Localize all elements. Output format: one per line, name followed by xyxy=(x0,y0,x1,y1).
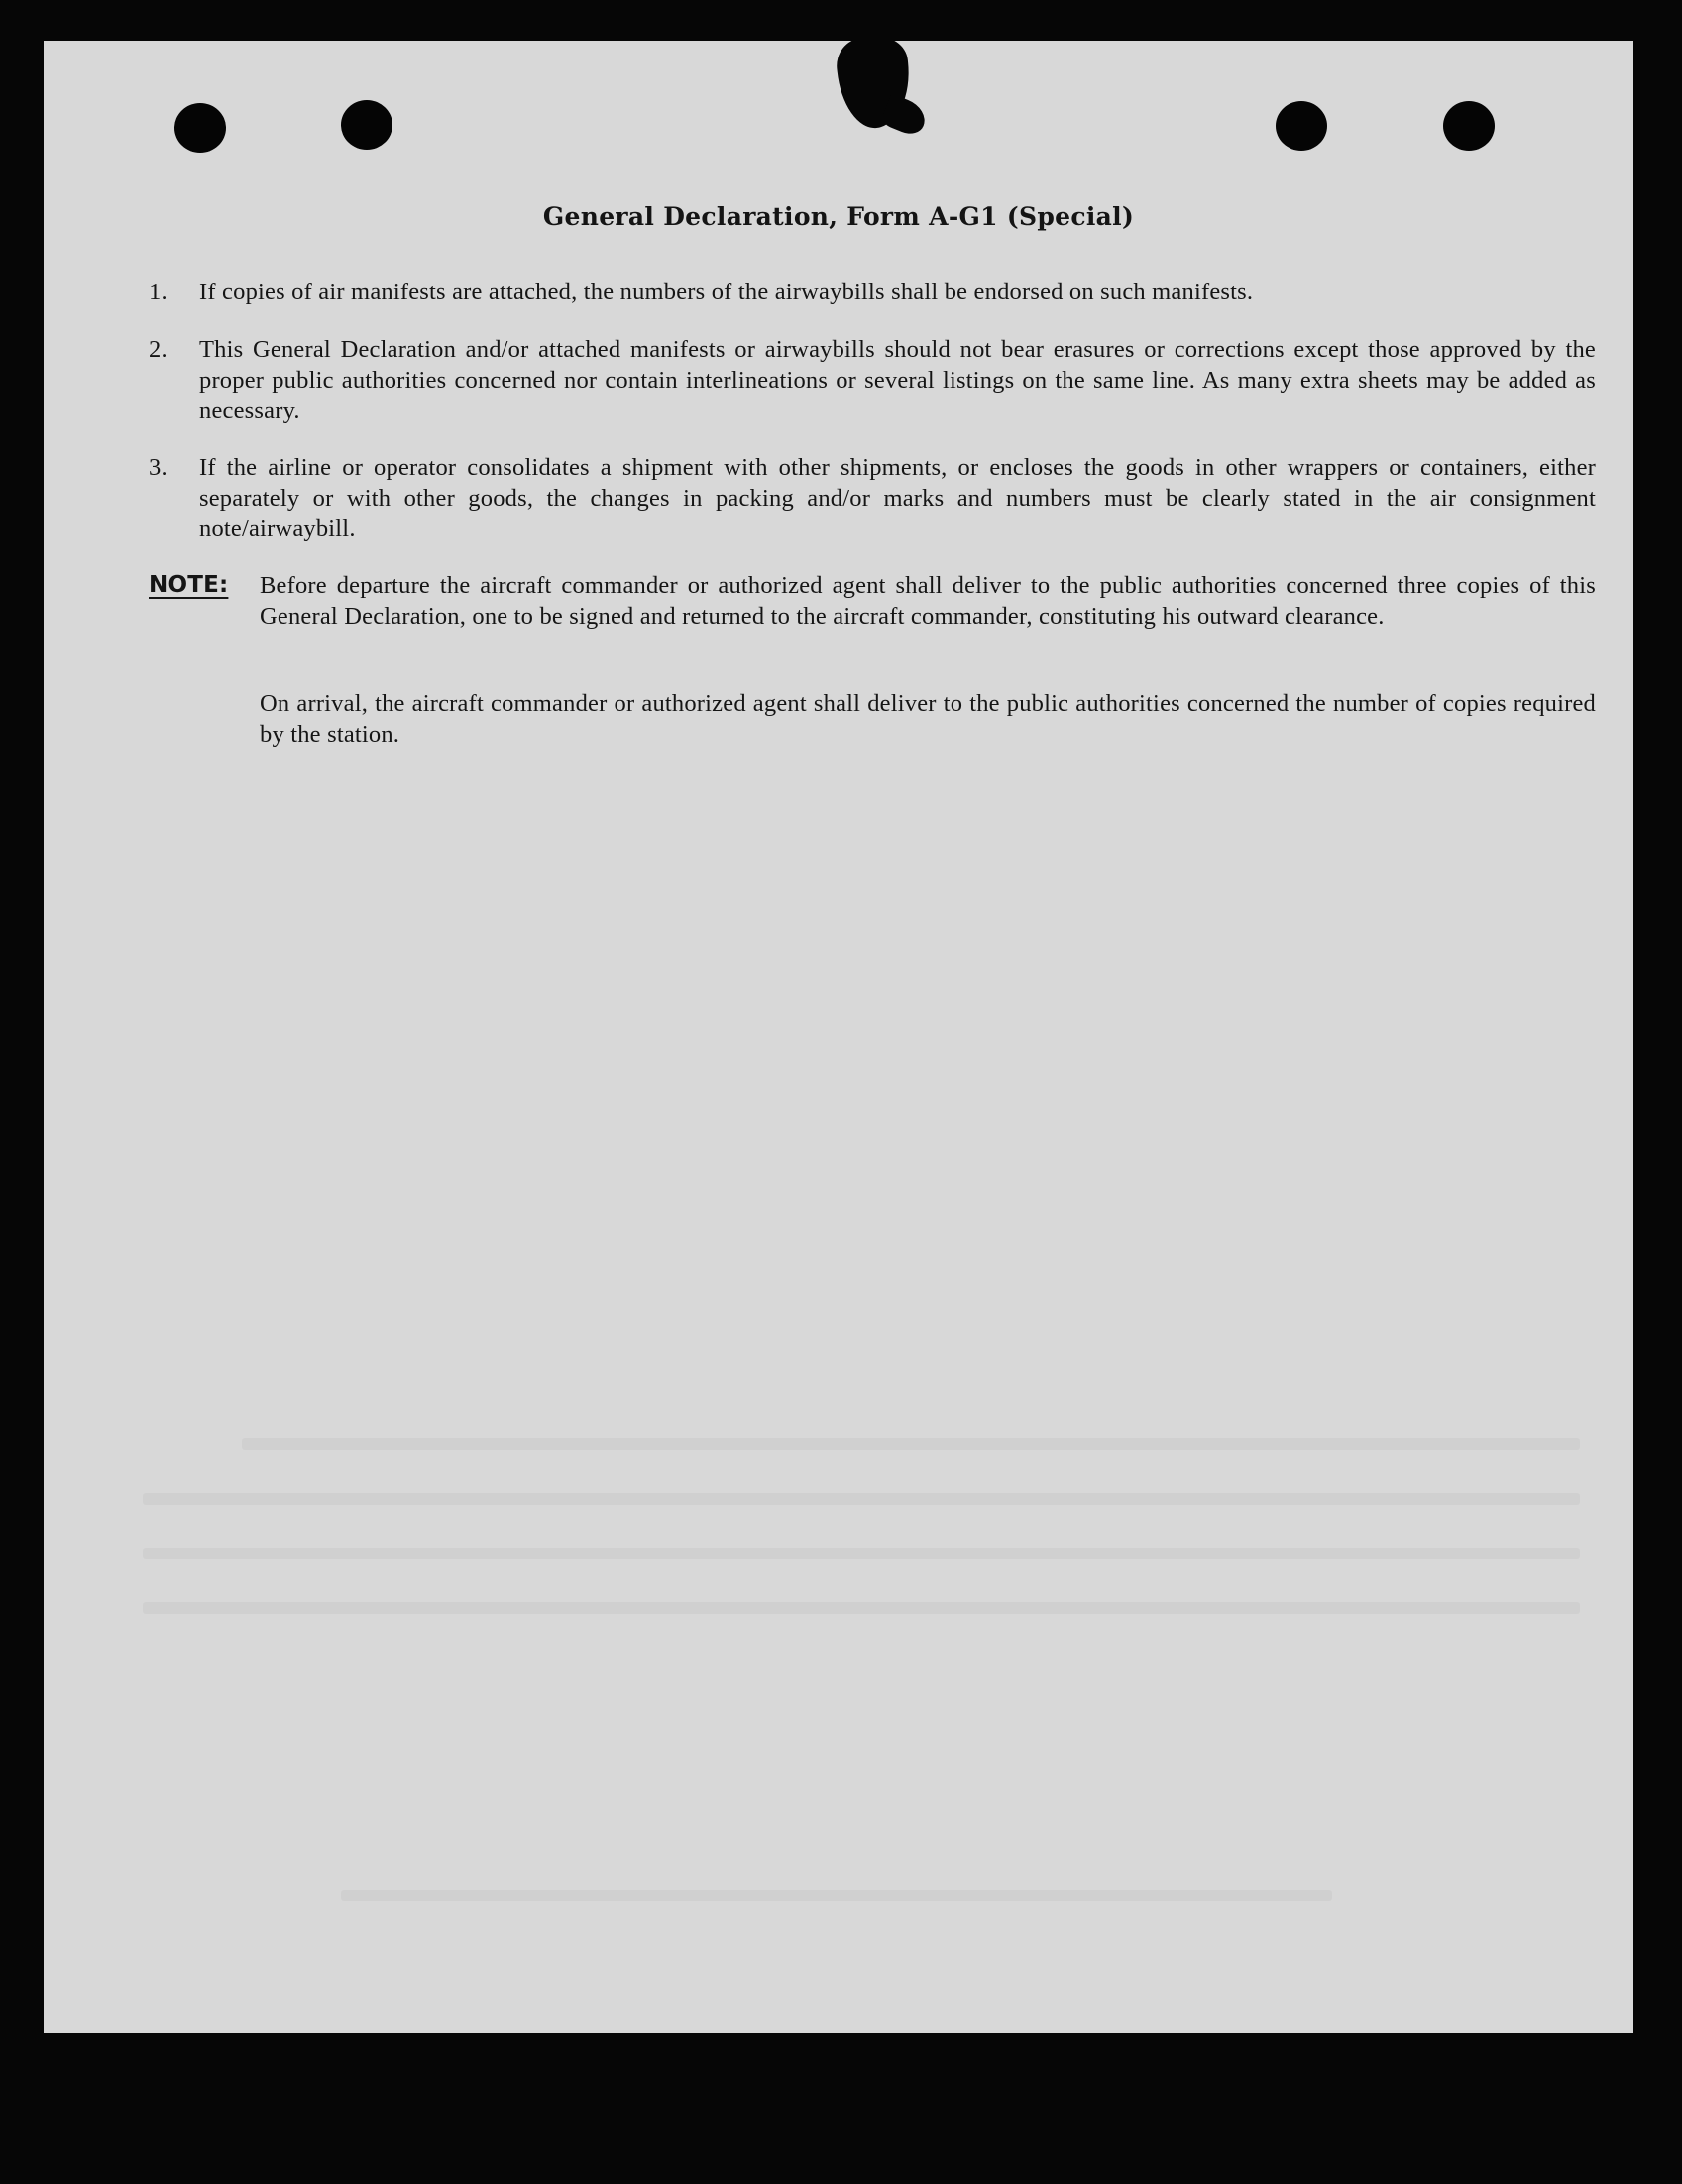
punch-hole xyxy=(1443,101,1495,151)
note-section xyxy=(149,570,1596,632)
note-arrival-text: On arrival, the aircraft commander or authorized agent shall deliver to the public authorities concerned the number of copies required by the station. xyxy=(260,690,1596,747)
item-text: If copies of air manifests are attached, the numbers of the airwaybills shall be endorsed on such manifests. xyxy=(199,279,1254,305)
bleed-through-mark xyxy=(143,1602,1580,1614)
item-number: 3. xyxy=(149,454,168,481)
page-title: General Declaration, Form A-G1 (Special) xyxy=(542,202,1135,231)
punch-hole xyxy=(1276,101,1327,151)
item-text: This General Declaration and/or attached manifests or airwaybills should not bear erasures or corrections except those approved by the proper public authorities concerned nor contain interlineations or several listings on the same line. As many extra sheets may be added as necessary. xyxy=(199,336,1596,424)
bleed-through-mark xyxy=(341,1890,1332,1901)
list-item xyxy=(149,452,1596,544)
list-item xyxy=(149,334,1596,426)
list-item xyxy=(149,277,1596,307)
note-label: NOTE: xyxy=(149,572,229,598)
note-text: Before departure the aircraft commander or authorized agent shall deliver to the public authorities concerned three copies of this General Declaration, one to be signed and returned to the aircraft commander, constituting his outward clearance. xyxy=(260,572,1596,630)
document-page xyxy=(44,41,1633,2033)
punch-hole xyxy=(341,100,392,150)
punch-hole xyxy=(174,103,226,153)
bleed-through-mark xyxy=(242,1438,1580,1450)
bleed-through-mark xyxy=(143,1493,1580,1505)
item-text: If the airline or operator consolidates a shipment with other shipments, or encloses the goods in other wrappers or containers, either separately or with other goods, the changes in packing and/or marks and numbers must be clearly stated in the air consignment note/airwaybill. xyxy=(199,454,1596,542)
item-number: 1. xyxy=(149,279,168,305)
item-number: 2. xyxy=(149,336,168,363)
bleed-through-mark xyxy=(143,1548,1580,1559)
